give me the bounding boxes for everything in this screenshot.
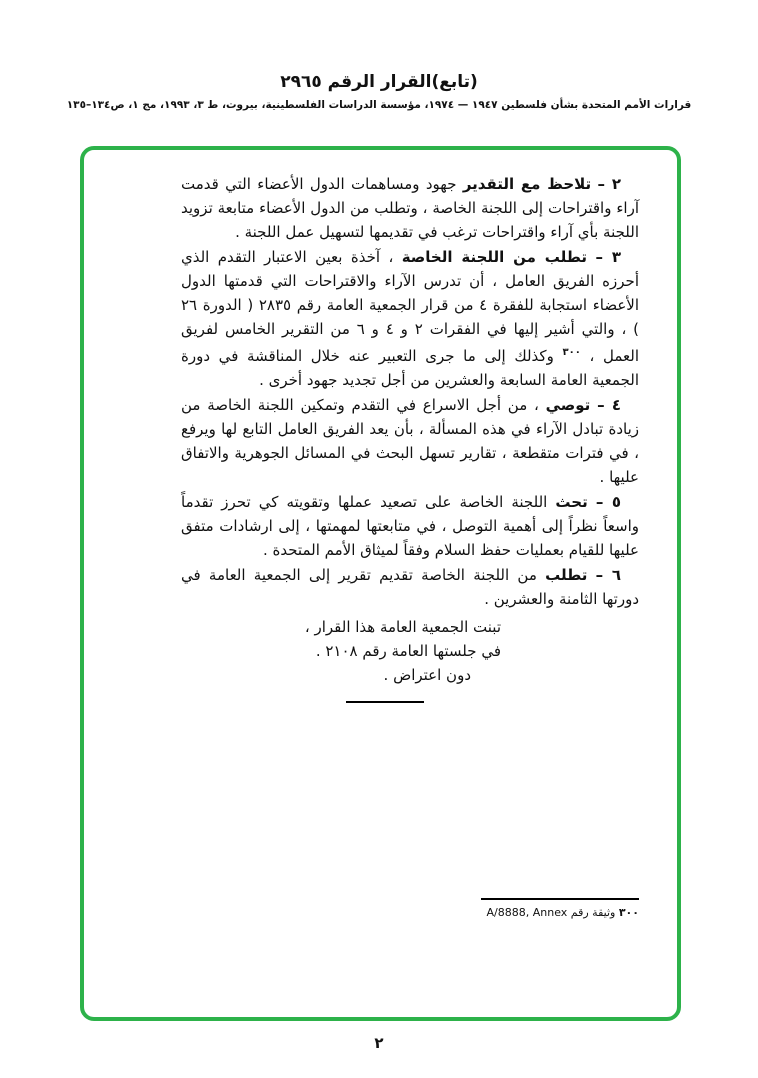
- paragraph-6-lead: تطلب: [545, 566, 588, 584]
- footnote-divider: [481, 898, 639, 900]
- paragraph-6-text: من اللجنة الخاصة تقديم تقرير إلى الجمعية العامة في دورتها الثامنة والعشرين .: [181, 566, 639, 608]
- footnote: [481, 906, 639, 919]
- paragraph-2: [181, 172, 639, 244]
- paragraph-5: [181, 490, 639, 562]
- paragraph-6-number: ٦ –: [595, 566, 621, 584]
- paragraph-6: [181, 563, 639, 611]
- source-citation: قرارات الأمم المتحدة بشأن فلسطين ١٩٤٧ — ١٩٧٤، مؤسسة الدراسات الفلسطينية، بيروت، ط ٣، ١٩٩٣، مج ١، ص١٣٤–١٣٥: [66, 99, 692, 111]
- adoption-line-3: دون اعتراض .: [383, 666, 471, 684]
- end-divider: [346, 701, 424, 703]
- paragraph-4-text: ، من أجل الاسراع في التقدم وتمكين اللجنة الخاصة من زيادة تبادل الآراء في هذه المسألة ، بأن يعد الفريق العامل التابع لها ويرفع ، في فترات متقطعة ، تقارير تسهل البحث في المسائل الجوهرية والاتفاق عليها .: [181, 396, 639, 486]
- adoption-line-2: في جلستها العامة رقم ٢١٠٨ .: [315, 642, 501, 660]
- paragraph-4-lead: توصي: [545, 396, 591, 414]
- paragraph-4-number: ٤ –: [597, 396, 621, 414]
- paragraph-3-number: ٣ –: [595, 248, 621, 266]
- paragraph-5-lead: تحث: [555, 493, 588, 511]
- resolution-title: (تابع)القرار الرقم ٢٩٦٥: [280, 72, 478, 92]
- adoption-note: [181, 615, 639, 687]
- paragraph-5-number: ٥ –: [595, 493, 621, 511]
- paragraph-4: [181, 393, 639, 489]
- paragraph-5-text: اللجنة الخاصة على تصعيد عملها وتقويته كي تحرز تقدماً واسعاً نظراً إلى أهمية التوصل ، في متابعتها لمهمتها ، إلى ارشادات متفق عليها للقيام بعمليات حفظ السلام وفقاً لميثاق الأمم المتحدة .: [181, 493, 639, 559]
- footnote-text: وثيقة رقم A/8888, Annex: [486, 906, 616, 919]
- page-header: [0, 72, 758, 111]
- content-frame: [80, 146, 681, 1021]
- paragraph-2-lead: تلاحظ مع التقدير: [462, 175, 592, 193]
- page-number: ٢: [374, 1034, 384, 1052]
- footnote-reference: ٣٠٠: [562, 347, 581, 358]
- paragraph-3-text-a: ، آخذة بعين الاعتبار التقدم الذي أحرزه الفريق العامل ، أن تدرس الآراء والاقتراحات التي قدمتها الدول الأعضاء استجابة للفقرة ٤ من قرار الجمعية العامة رقم ٢٨٣٥ ( الدورة ٢٦ ) ، والتي أشير إليها في الفقرات ٢ و ٤ و ٦ من التقرير الخامس لفريق العمل ،: [181, 248, 640, 365]
- resolution-text: [181, 172, 639, 703]
- adoption-line-1: تبنت الجمعية العامة هذا القرار ،: [304, 618, 501, 636]
- footnote-area: [481, 898, 639, 919]
- paragraph-3: [181, 245, 639, 392]
- paragraph-2-text: جهود ومساهمات الدول الأعضاء التي قدمت آراء واقتراحات إلى اللجنة الخاصة ، وتطلب من الدول الأعضاء متابعة تزويد اللجنة بأي آراء واقتراحات ترغب في تقديمها لتسهيل عمل اللجنة .: [181, 175, 639, 241]
- paragraph-3-lead: تطلب من اللجنة الخاصة: [401, 248, 588, 266]
- paragraph-2-number: ٢ –: [597, 175, 621, 193]
- footnote-marker: ٣٠٠: [618, 906, 639, 919]
- paragraph-3-text-b: وكذلك إلى ما جرى التعبير عنه خلال المناقشة في دورة الجمعية العامة السابعة والعشرين من أجل تجديد جهود أخرى .: [181, 347, 639, 389]
